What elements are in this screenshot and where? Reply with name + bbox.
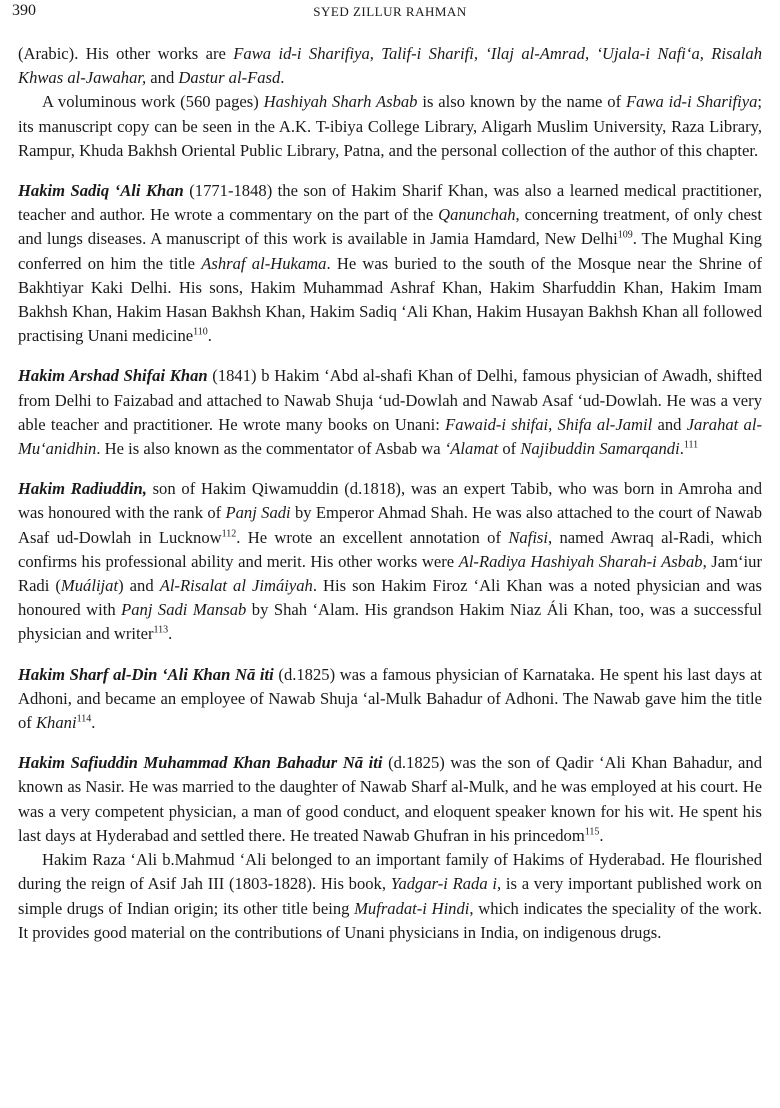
text-span: (d.1825) was a famous physician of Karnataka. He spent his last days at Adhoni, and became an employee of Nawab Shuja ‘al-Mulk Bahadur of Adhoni. The Nawab gave him the title of	[18, 664, 762, 733]
paragraph	[18, 42, 762, 90]
text-span: and	[146, 68, 179, 88]
paragraph	[18, 848, 762, 945]
physician-name: Hakim Safiuddin Muhammad Khan Bahadur Nā iti	[18, 753, 383, 773]
text-span: , named Awraq al-Radi, which confirms his professional ability and merit. His other works were	[18, 527, 763, 571]
text-span: .	[280, 68, 285, 88]
paragraph	[18, 663, 762, 736]
text-span: ) and	[118, 576, 160, 596]
text-span: (Arabic). His other works are	[18, 44, 234, 63]
footnote-ref: 110	[193, 326, 208, 338]
italic-title: Najibuddin Samarqandi	[520, 439, 680, 459]
text-span: (1841) b Hakim ‘Abd al-shafi Khan of Delhi, famous physician of Awadh, shifted from Delhi to Faizabad and attached to Nawab Shuja ‘ud-Dowlah and Nawab Asaf ‘ud-Dowlah. He was a very able teacher and practitioner. He wrote many books on Unani:	[18, 366, 762, 434]
italic-title: Mufradat-i Hindi	[354, 898, 470, 918]
text-span: . He is also known as the commentator of Asbab wa	[96, 439, 445, 459]
italic-title: Jarahat al- Mu‘anidhin	[18, 414, 762, 459]
footnote-ref: 111	[683, 439, 699, 451]
text-span: .	[91, 713, 96, 733]
text-span: son of Hakim Qiwamuddin (d.1818), was an expert Tabib, who was born in Amroha and was honoured with the rank of	[18, 479, 763, 523]
italic-title: Qanunchah	[438, 205, 516, 225]
text-span: . The Mughal King conferred on him the title	[18, 229, 762, 273]
running-title: SYED ZILLUR RAHMAN	[313, 4, 467, 19]
italic-title: ‘Alamat	[444, 439, 499, 459]
paragraph	[18, 751, 762, 848]
text-span: .	[207, 326, 212, 346]
text-span: A voluminous work (560 pages)	[42, 92, 264, 112]
footnote-ref: 115	[584, 826, 600, 838]
physician-name: Hakim Sadiq ‘Ali Khan	[18, 181, 184, 201]
italic-title: Panj Sadi Mansab	[121, 600, 247, 620]
physician-name: Hakim Radiuddin,	[18, 479, 147, 499]
text-span: , which indicates the speciality of the work. It provides good material on the contributions of Unani physicians in India, on indigenous drugs.	[18, 898, 762, 942]
text-span: .	[168, 624, 173, 644]
text-span: . He was buried to the south of the Mosque near the Shrine of Bakhtiyar Kaki Delhi. His sons, Hakim Muhammad Ashraf Khan, Hakim Sharfuddin Khan, Hakim Imam Bakhsh Khan, Hakim Hasan Bakhsh Khan, Hakim Sadiq ‘Ali Khan, Hakim Husayan Bakhsh Khan all followed practising Unani medicine	[18, 253, 762, 346]
footnote-ref: 113	[153, 624, 169, 636]
page-number: 390	[12, 2, 36, 19]
physician-name: Hakim Sharf al-Din ‘Ali Khan Nā iti	[18, 664, 274, 684]
paragraph	[18, 90, 762, 163]
italic-title: Al-Radiya Hashiyah Sharah-i Asbab	[458, 551, 703, 571]
text-span: of	[498, 439, 521, 459]
text-span: .	[599, 825, 604, 845]
italic-title: Hashiyah Sharh Asbab	[263, 92, 418, 112]
text-span: and	[652, 414, 687, 434]
footnote-ref: 114	[76, 713, 92, 725]
text-span: . His son Hakim Firoz ‘Ali Khan was a noted physician and was honoured with	[18, 576, 762, 620]
italic-title: Fawa id-i Sharifiya	[625, 92, 758, 112]
text-span: is a very important published work on simple drugs of Indian origin; its other title being	[18, 874, 762, 918]
paragraph	[18, 364, 762, 461]
text-span: , concerning treatment, of only chest and lungs diseases. A manuscript of this work is available in Jamia Hamdard, New Delhi	[18, 205, 762, 249]
italic-title: Yadgar-i Rada i,	[390, 874, 502, 894]
italic-title: Al-Risalat al Jimáiyah	[159, 576, 313, 596]
italic-title: Dastur al-Fasd	[178, 68, 281, 88]
text-span: (d.1825) was the son of Qadir ‘Ali Khan Bahadur, and known as Nasir. He was married to the daughter of Nawab Sharf al-Mulk, and he was employed at his court. He was a very competent physician, a man of good conduct, and eloquent speaker known for his wit. He spent his last days at Hyderabad and settled there. He treated Nawab Ghufran in his princedom	[18, 753, 762, 845]
text-span: by Shah ‘Alam. His grandson Hakim Niaz Áli Khan, too, was a successful physician and writer	[18, 600, 762, 644]
italic-title: Nafisi	[508, 527, 548, 547]
body-text	[18, 42, 762, 945]
footnote-ref: 112	[221, 528, 237, 540]
paragraph	[18, 179, 762, 348]
italic-title: Panj Sadi	[225, 503, 291, 523]
physician-name: Hakim Arshad Shifai Khan	[18, 366, 208, 386]
text-span: by Emperor Ahmad Shah. He was also attached to the court of Nawab Asaf ud-Dowlah in Lucknow	[18, 503, 762, 547]
text-span: ; its manuscript copy can be seen in the A.K. T-ibiya College Library, Aligarh Muslim University, Raza Library, Rampur, Khuda Bakhsh Oriental Public Library, Patna, and the personal collection of the author of this chapter.	[18, 92, 763, 160]
text-span: is also known by the name of	[417, 92, 626, 112]
italic-title: Ashraf al-Hukama	[201, 253, 327, 273]
italic-title: Muálijat	[60, 576, 119, 596]
text-span: , Jam‘iur Radi (	[18, 551, 762, 596]
page-header	[0, 0, 780, 24]
paragraph	[18, 477, 762, 646]
italic-title: Khani	[35, 713, 77, 733]
italic-title: Fawaid-i shifai, Shifa al-Jamil	[445, 414, 653, 434]
text-span: .	[679, 439, 684, 459]
text-span: . He wrote an excellent annotation of	[236, 527, 509, 547]
text-span: (1771-1848) the son of Hakim Sharif Khan, was also a learned medical practitioner, teacher and author. He wrote a commentary on the part of the	[18, 181, 762, 225]
italic-title: Fawa id-i Sharifiya, Talif-i Sharifi, ‘Ilaj al-Amrad, ‘Ujala-i Nafi‘a, Risalah Khwas al-Jawahar,	[18, 44, 762, 88]
text-span: Hakim Raza ‘Ali b.Mahmud ‘Ali belonged to an important family of Hakims of Hyderabad. He flourished during the reign of Asif Jah III (1803-1828). His book,	[18, 850, 762, 894]
footnote-ref: 109	[617, 229, 633, 241]
